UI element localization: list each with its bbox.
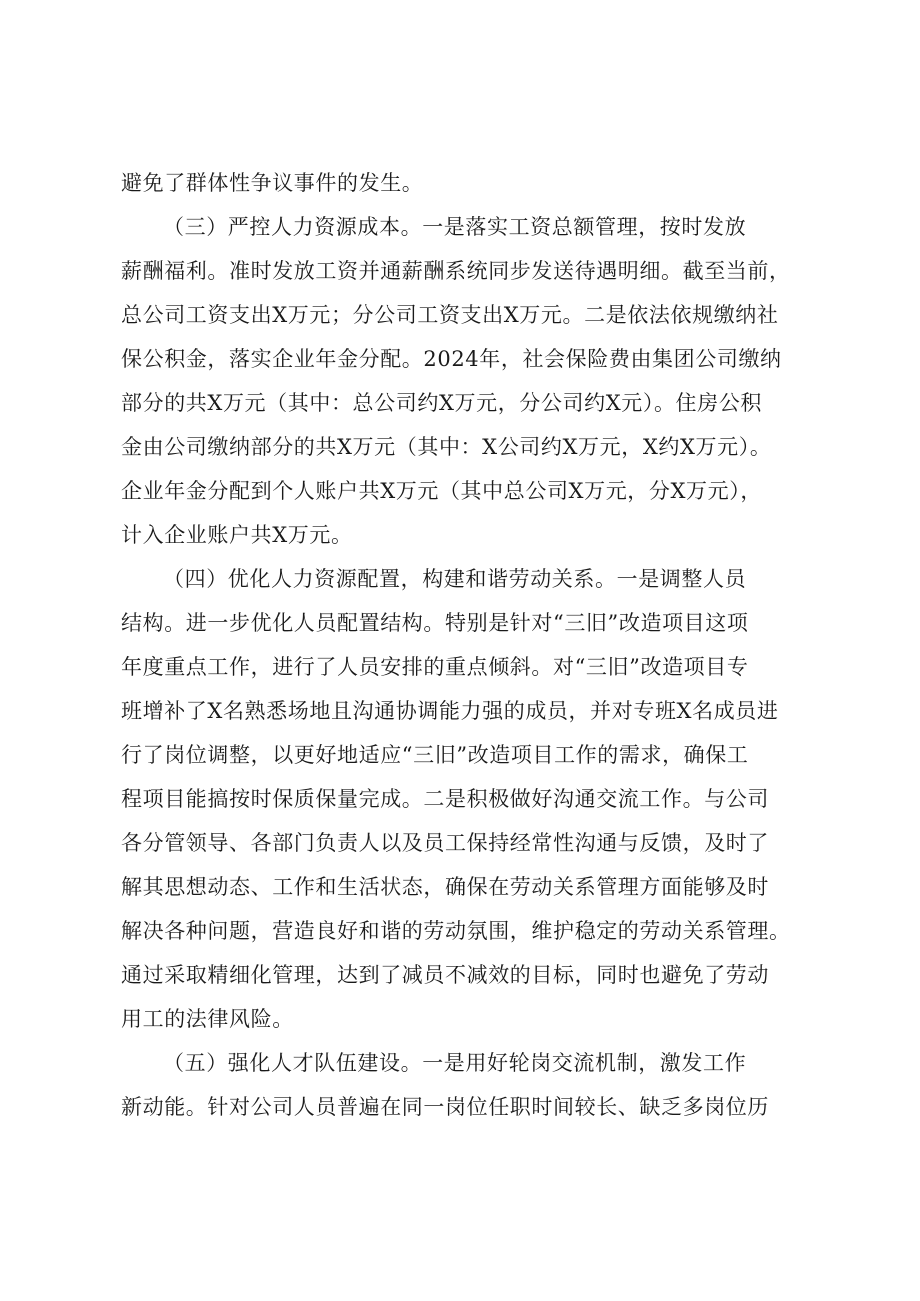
text-line: （三）严控人力资源成本。一是落实工资总额管理，按时发放 <box>163 215 747 239</box>
text-line: 总公司工资支出X万元；分公司工资支出X万元。二是依法依规缴纳社 <box>121 303 779 327</box>
paragraph-section-5 <box>121 1041 811 1129</box>
paragraph-continuation <box>121 161 811 205</box>
text-line: 行了岗位调整，以更好地适应“三旧”改造项目工作的需求，确保工 <box>121 743 749 767</box>
text-line: 薪酬福利。准时发放工资并通薪酬系统同步发送待遇明细。截至当前， <box>121 259 791 283</box>
paragraph-section-3 <box>121 205 811 557</box>
text-line: 班增补了X名熟悉场地且沟通协调能力强的成员，并对专班X名成员进 <box>121 699 779 723</box>
text-line: 避免了群体性争议事件的发生。 <box>121 171 424 195</box>
text-line: 各分管领导、各部门负责人以及员工保持经常性沟通与反馈，及时了 <box>121 831 769 855</box>
document-body <box>121 161 811 1129</box>
paragraph-section-4 <box>121 557 811 1041</box>
text-line: 部分的共X万元（其中：总公司约X万元，分公司约X元）。住房公积 <box>121 391 762 415</box>
text-line: 新动能。针对公司人员普遍在同一岗位任职时间较长、缺乏多岗位历 <box>121 1095 769 1119</box>
text-line: 保公积金，落实企业年金分配。2024年，社会保险费由集团公司缴纳 <box>121 347 782 371</box>
text-line: （四）优化人力资源配置，构建和谐劳动关系。一是调整人员 <box>163 567 747 591</box>
text-line: 企业年金分配到个人账户共X万元（其中总公司X万元，分X万元）， <box>121 479 762 503</box>
text-line: 金由公司缴纳部分的共X万元（其中：X公司约X万元，X约X万元）。 <box>121 435 772 459</box>
text-line: 年度重点工作，进行了人员安排的重点倾斜。对“三旧”改造项目专 <box>121 655 749 679</box>
text-line: （五）强化人才队伍建设。一是用好轮岗交流机制，激发工作 <box>163 1051 747 1075</box>
text-line: 结构。进一步优化人员配置结构。特别是针对“三旧”改造项目这项 <box>121 611 749 635</box>
text-line: 解决各种问题，营造良好和谐的劳动氛围，维护稳定的劳动关系管理。 <box>121 919 791 943</box>
text-line: 通过采取精细化管理，达到了减员不减效的目标，同时也避免了劳动 <box>121 963 769 987</box>
text-line: 程项目能搞按时保质保量完成。二是积极做好沟通交流工作。与公司 <box>121 787 769 811</box>
text-line: 解其思想动态、工作和生活状态，确保在劳动关系管理方面能够及时 <box>121 875 769 899</box>
text-line: 用工的法律风险。 <box>121 1007 294 1031</box>
text-line: 计入企业账户共X万元。 <box>121 523 353 547</box>
